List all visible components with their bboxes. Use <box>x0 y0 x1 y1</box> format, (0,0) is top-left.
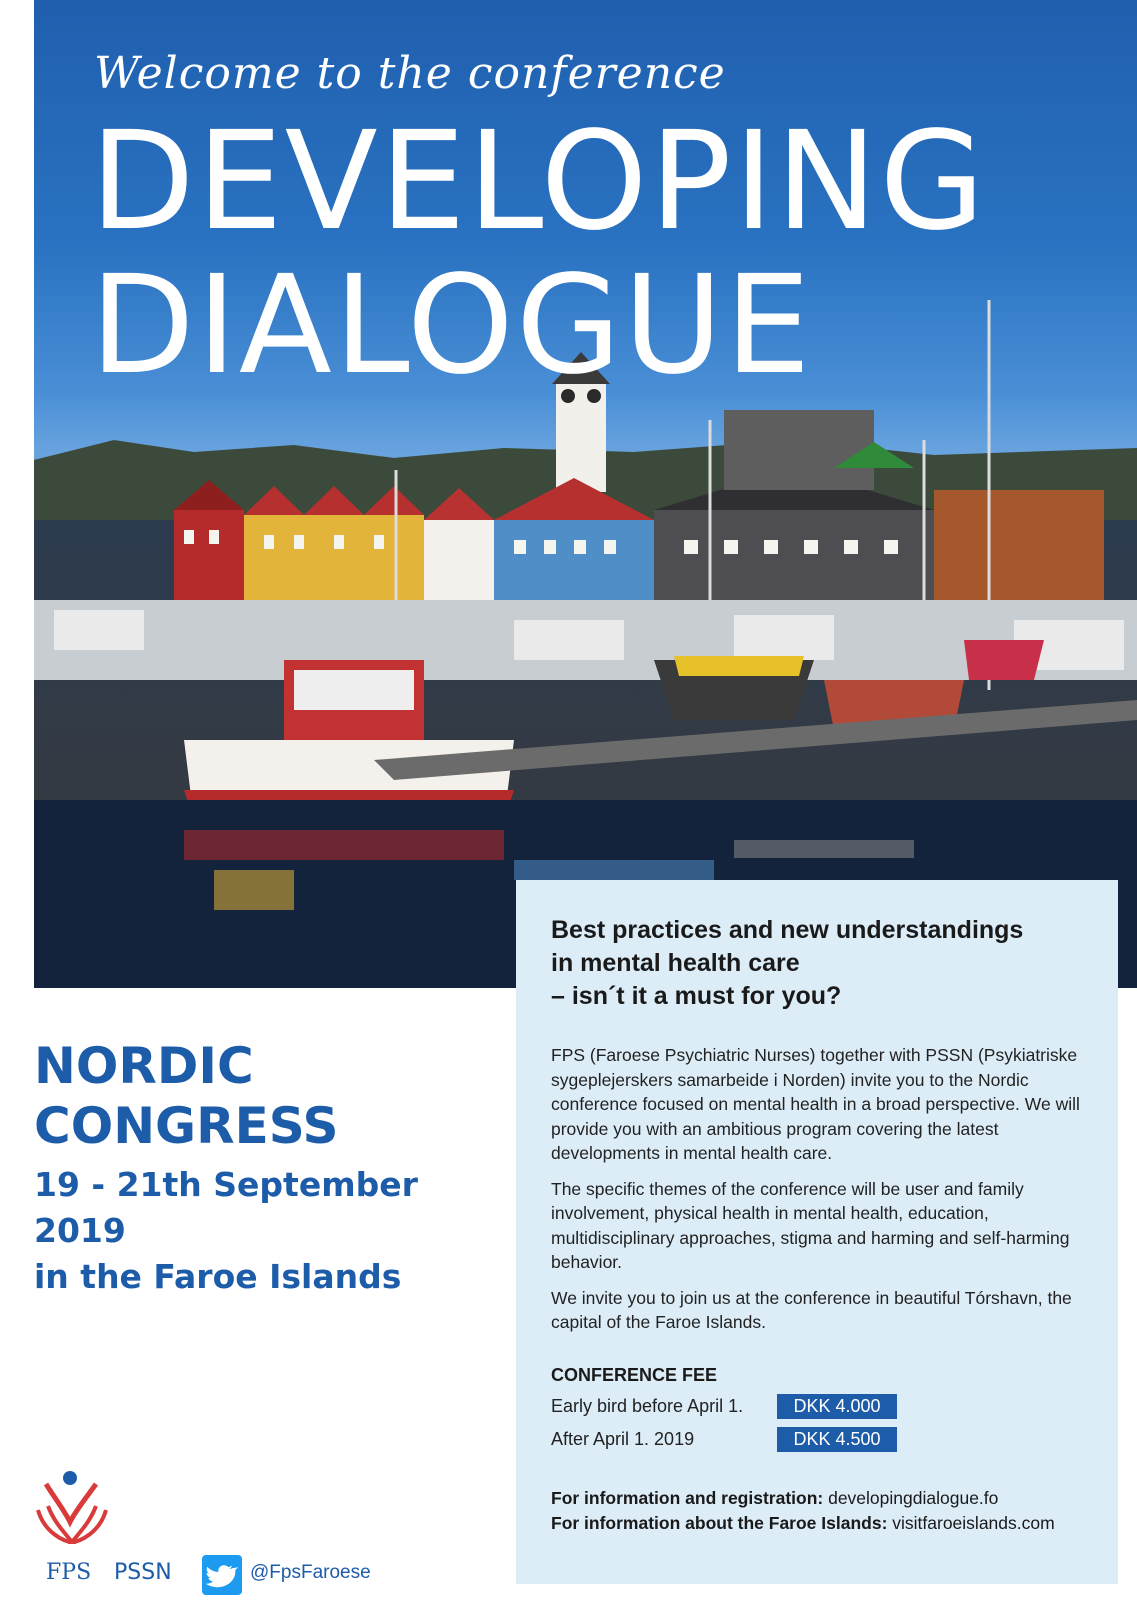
hero-photo <box>34 0 1137 988</box>
fee-amount: DKK 4.000 <box>777 1394 897 1419</box>
congress-dates: 19 - 21th September 2019 <box>34 1165 418 1250</box>
info-paragraph-1: FPS (Faroese Psychiatric Nurses) together with PSSN (Psykiatriske sygeplejerskers samarbeide i Norden) invite you to the Nordic conference focused on mental health in a broad perspective. We will provide you with an ambitious program covering the latest developments in mental health care. <box>551 1045 1080 1163</box>
fps-logo-icon <box>34 1470 114 1550</box>
faroe-info-link[interactable]: visitfaroeislands.com <box>887 1512 1055 1533</box>
fps-wordmark: FPS <box>46 1560 92 1585</box>
info-headline-1: Best practices and new understandings <box>551 916 1024 944</box>
fee-title: CONFERENCE FEE <box>551 1364 718 1385</box>
congress-line-1: NORDIC <box>34 1037 254 1095</box>
twitter-icon[interactable] <box>202 1555 242 1595</box>
registration-line <box>551 1486 1094 1511</box>
welcome-tagline: Welcome to the conference <box>94 48 726 99</box>
congress-line-2: CONGRESS <box>34 1097 339 1155</box>
congress-place: in the Faroe Islands <box>34 1257 402 1296</box>
info-paragraph-3: We invite you to join us at the conference in beautiful Tórshavn, the capital of the Faroe Islands. <box>551 1287 1072 1332</box>
info-headline-3: – isn´t it a must for you? <box>551 982 842 1010</box>
fee-label: Early bird before April 1. <box>551 1395 744 1416</box>
info-box <box>516 880 1118 1584</box>
pssn-wordmark: PSSN <box>114 1560 172 1585</box>
info-headline-2: in mental health care <box>551 949 800 977</box>
faroe-info-line <box>551 1511 1094 1536</box>
info-paragraph-2: The specific themes of the conference will be user and family involvement, physical health in mental health, education, multidisciplinary approaches, stigma and harming and self-harming behavior. <box>551 1178 1070 1272</box>
title-line-2: DIALOGUE <box>90 247 813 405</box>
faroe-info-label: For information about the Faroe Islands: <box>551 1512 888 1533</box>
fee-row-late <box>551 1427 1094 1452</box>
title-line-1: DEVELOPING <box>90 103 987 261</box>
fee-label: After April 1. 2019 <box>551 1428 695 1449</box>
registration-link[interactable]: developingdialogue.fo <box>823 1487 999 1508</box>
twitter-handle[interactable]: @FpsFaroese <box>250 1562 371 1583</box>
contact-info <box>551 1486 1094 1536</box>
registration-label: For information and registration: <box>551 1487 824 1508</box>
info-headline <box>551 914 1094 1013</box>
conference-title <box>90 103 987 405</box>
congress-block <box>34 1036 504 1300</box>
fee-row-early <box>551 1394 1094 1419</box>
fee-amount: DKK 4.500 <box>777 1427 897 1452</box>
